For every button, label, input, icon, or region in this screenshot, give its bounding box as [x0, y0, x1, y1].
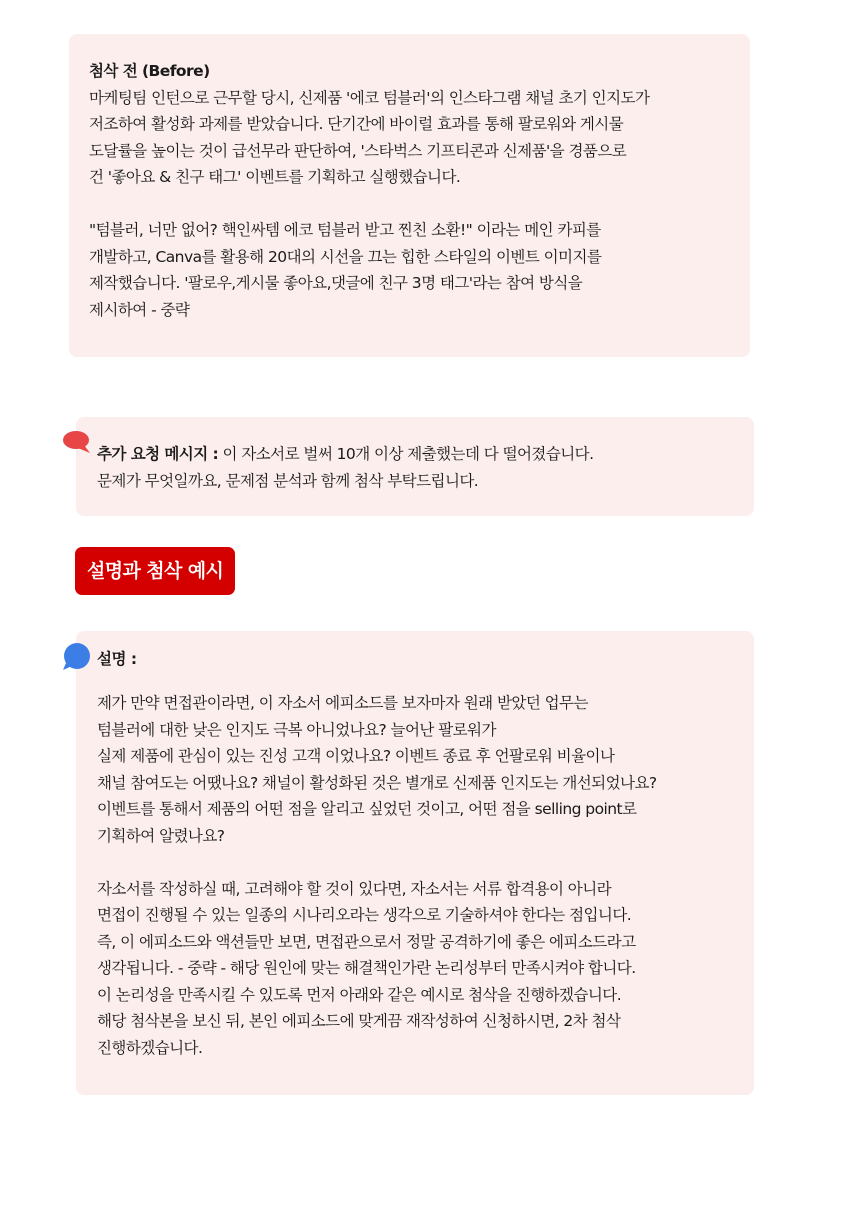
- speech-bubble-icon: [61, 641, 93, 671]
- request-card: [76, 417, 754, 516]
- explanation-line: 생각됩니다. - 중략 - 해당 원인에 맞는 해결책인가란 논리성부터 만족시켜야 합니다.: [97, 959, 636, 977]
- request-line-2: 문제가 무엇일까요, 문제점 분석과 함께 첨삭 부탁드립니다.: [97, 471, 479, 490]
- before-line: 제시하여 - 중략: [89, 300, 190, 319]
- speech-bubble-icon: [62, 430, 92, 456]
- request-label: 추가 요청 메시지 :: [97, 445, 219, 463]
- explanation-line: 즉, 이 에피소드와 액션들만 보면, 면접관으로서 정말 공격하기에 좋은 에피소드라고: [97, 932, 636, 951]
- request-line-1: [97, 441, 754, 468]
- explanation-line: 이벤트를 통해서 제품의 어떤 점을 알리고 싶었던 것이고, 어떤 점을 selling point로: [97, 800, 637, 818]
- explanation-line: 제가 만약 면접관이라면, 이 자소서 에피소드를 보자마자 원래 받았던 업무는: [97, 694, 588, 712]
- before-line: 개발하고, Canva를 활용해 20대의 시선을 끄는 힙한 스타일의 이벤트 이미지를: [89, 247, 602, 266]
- explanation-line: 해당 첨삭본을 보신 뒤, 본인 에피소드에 맞게끔 재작성하여 신청하시면, 2차 첨삭: [97, 1012, 621, 1030]
- request-text: 이 자소서로 벌써 10개 이상 제출했는데 다 떨어졌습니다.: [218, 445, 594, 463]
- explanation-line: 채널 참여도는 어땠나요? 채널이 활성화된 것은 별개로 신제품 인지도는 개선되었나요?: [97, 773, 657, 792]
- explanation-line: 이 논리성을 만족시킬 수 있도록 먼저 아래와 같은 예시로 첨삭을 진행하겠습니다.: [97, 985, 622, 1004]
- explanation-line: 진행하겠습니다.: [97, 1038, 203, 1057]
- before-line: 제작했습니다. '팔로우,게시물 좋아요,댓글에 친구 3명 태그'라는 참여 방식을: [89, 274, 583, 292]
- before-line: "텀블러, 너만 없어? 핵인싸템 에코 텀블러 받고 찐친 소환!" 이라는 메인 카피를: [89, 221, 601, 239]
- explanation-card: [76, 631, 754, 1095]
- before-card: [69, 34, 750, 357]
- explanation-line: 기획하여 알렸나요?: [97, 826, 225, 845]
- explanation-heading: 설명 :: [97, 650, 137, 668]
- explanation-line: 자소서를 작성하실 때, 고려해야 할 것이 있다면, 자소서는 서류 합격용이 아니라: [97, 879, 612, 898]
- before-line: 건 '좋아요 & 친구 태그' 이벤트를 기획하고 실행했습니다.: [89, 168, 461, 186]
- explanation-line: 면접이 진행될 수 있는 일종의 시나리오라는 생각으로 기술하셔야 한다는 점입니다.: [97, 906, 632, 924]
- before-line: 마케팅팀 인턴으로 근무할 당시, 신제품 '에코 텀블러'의 인스타그램 채널 초기 인지도가: [89, 88, 650, 107]
- explanation-line: 실제 제품에 관심이 있는 진성 고객 이었나요? 이벤트 종료 후 언팔로워 비율이나: [97, 747, 615, 765]
- before-title: 첨삭 전 (Before): [89, 62, 210, 80]
- explanation-line: 텀블러에 대한 낮은 인지도 극복 아니었나요? 늘어난 팔로워가: [97, 720, 496, 739]
- section-badge: 설명과 첨삭 예시: [75, 547, 235, 595]
- before-line: 도달률을 높이는 것이 급선무라 판단하여, '스타벅스 기프티콘과 신제품'을 경품으로: [89, 141, 627, 160]
- before-line: 저조하여 활성화 과제를 받았습니다. 단기간에 바이럴 효과를 통해 팔로워와 게시물: [89, 115, 624, 133]
